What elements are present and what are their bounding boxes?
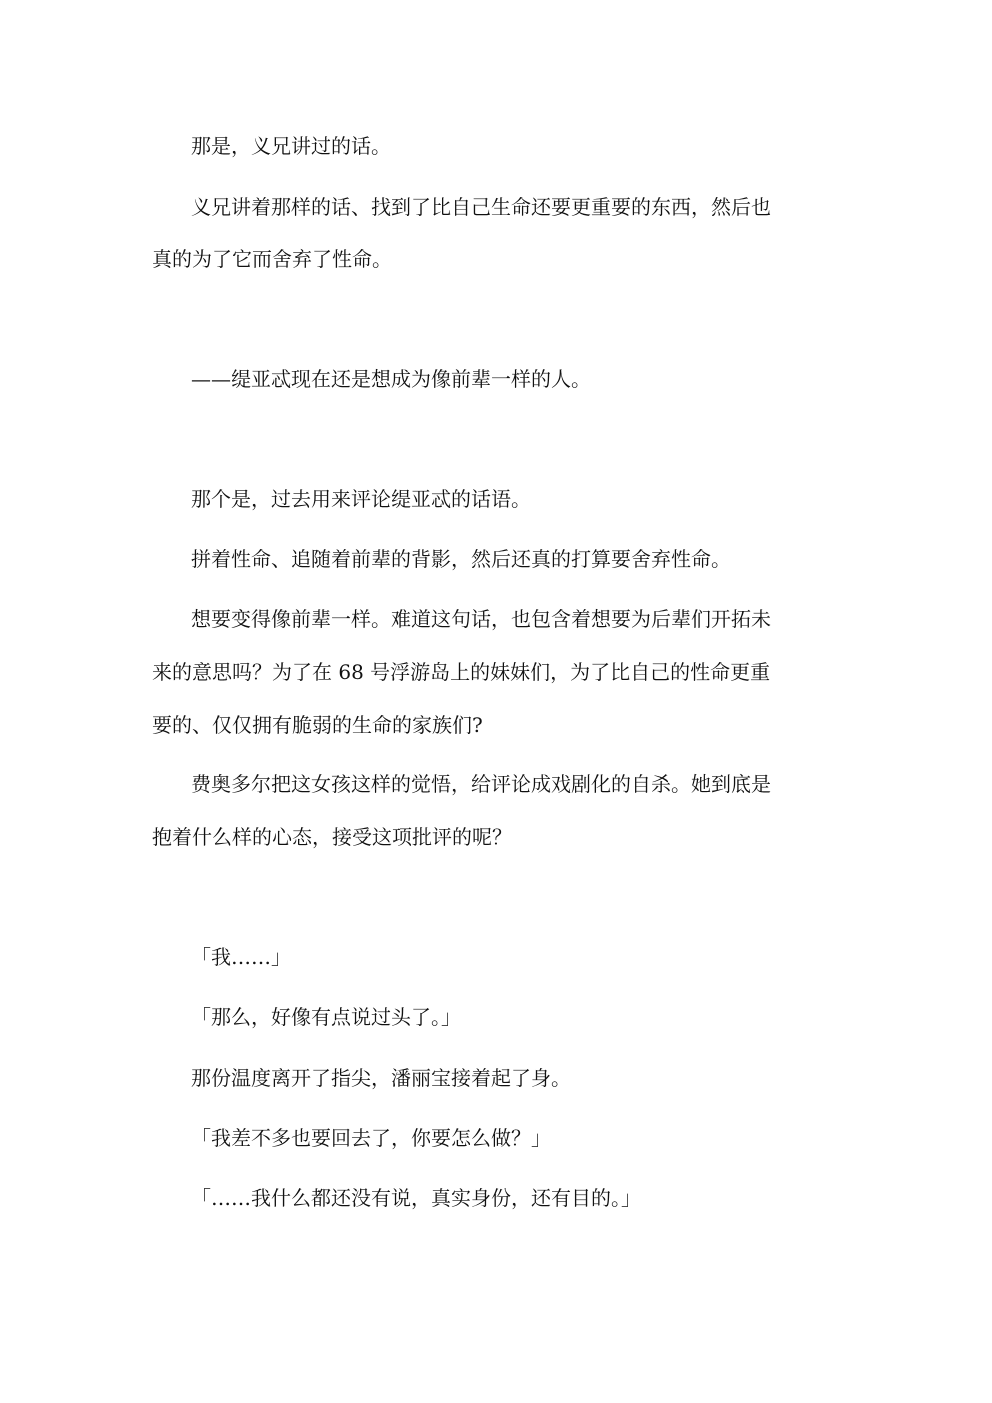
text-line: 想要变得像前辈一样。难道这句话，也包含着想要为后辈们开拓未 [191,607,771,631]
text-line: 来的意思吗？为了在 68 号浮游岛上的妹妹们，为了比自己的性命更重 [152,660,771,684]
text-line: 要的、仅仅拥有脆弱的生命的家族们? [152,713,483,737]
text-line: 义兄讲着那样的话、找到了比自己生命还要更重要的东西，然后也 [191,195,771,219]
text-line: 那份温度离开了指尖，潘丽宝接着起了身。 [191,1066,571,1090]
text-line: 「我……」 [191,945,291,969]
text-line: 「我差不多也要回去了，你要怎么做？」 [191,1126,551,1150]
text-line: 拼着性命、追随着前辈的背影，然后还真的打算要舍弃性命。 [191,547,731,571]
text-line: 「那么，好像有点说过头了。」 [191,1005,461,1029]
text-line: 那是，义兄讲过的话。 [191,134,391,158]
text-line: 真的为了它而舍弃了性命。 [152,247,392,271]
text-line: 费奥多尔把这女孩这样的觉悟，给评论成戏剧化的自杀。她到底是 [191,772,771,796]
text-line: 抱着什么样的心态，接受这项批评的呢？ [152,825,512,849]
text-line: 「……我什么都还没有说，真实身份，还有目的。」 [191,1186,641,1210]
text-line: ——缇亚忒现在还是想成为像前辈一样的人。 [191,367,591,391]
text-line: 那个是，过去用来评论缇亚忒的话语。 [191,487,531,511]
